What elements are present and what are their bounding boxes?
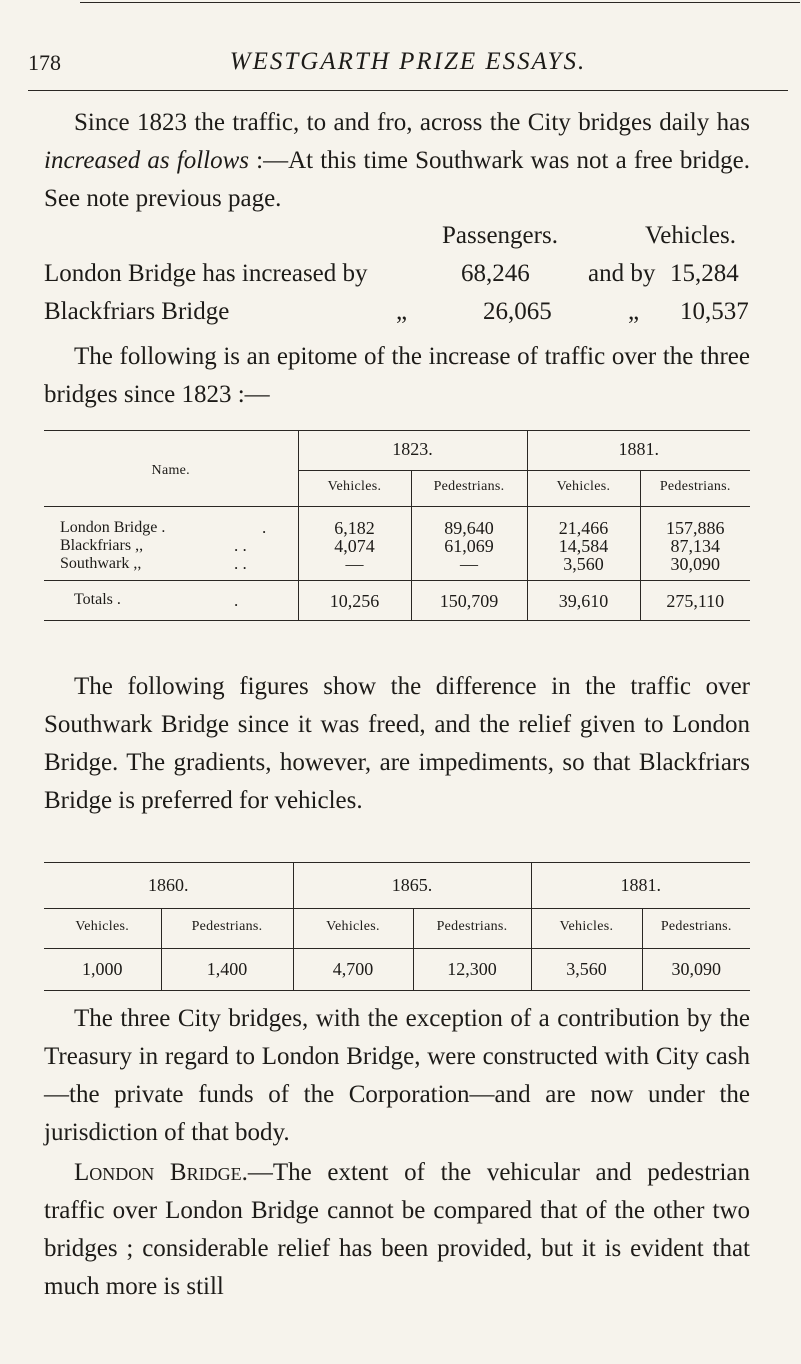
t2-vehicles-1865-header: Vehicles. [293, 909, 413, 949]
t2-pedestrians-1860: 1,400 [161, 949, 293, 991]
paragraph-city-bridges [44, 1000, 750, 1152]
london-bridge-heading: London Bridge. [74, 1159, 248, 1186]
t1-vehicles-1823-column: 6,182 4,074 — [298, 507, 411, 581]
table-southwark [44, 862, 750, 991]
para1-emphasis: increased as follows [44, 147, 250, 174]
para1-end: :—At this time Southwark was not a free bridge. See note previous page. [44, 147, 750, 212]
year-1881-header: 1881. [527, 431, 750, 471]
t2-vehicles-1860: 1,000 [82, 959, 123, 979]
table-epitome [44, 430, 750, 621]
t1-vehicles-1881-column: 21,466 14,584 3,560 [527, 507, 640, 581]
year-1823-header: 1823. [298, 431, 527, 471]
page-number: 178 [28, 50, 61, 75]
increase-row2-ditto1: „ [396, 298, 408, 325]
para4-text: The three City bridges, with the exception of a contribution by the Treasury in regard to London Bridge, were constructed with City cash—the private funds of the Corporation—and are now under the jurisdiction of that body. [44, 1005, 750, 1146]
table-row [44, 949, 750, 991]
t1-pedestrians-1881-column: 157,886 87,134 30,090 [640, 507, 750, 581]
increase-row1-vehicles: 15,284 [670, 260, 739, 287]
paragraph-london-bridge [44, 1154, 750, 1306]
total-pedestrians-1823: 150,709 [411, 581, 527, 621]
t2-vehicles-1865: 4,700 [293, 949, 413, 991]
table-row: London Bridge . . [60, 518, 267, 537]
t1-pedestrians-1881-header: Pedestrians. [640, 471, 750, 507]
t1-vehicles-1881-header: Vehicles. [527, 471, 640, 507]
increase-row2-vehicles: 10,537 [680, 298, 749, 325]
t1-vehicles-1823-header: Vehicles. [298, 471, 411, 507]
year-1860-header: 1860. [44, 863, 293, 909]
table-row: Southwark ,, . . [60, 554, 247, 573]
para5-text: —The extent of the vehicular and pedestrian traffic over London Bridge cannot be compared that of the other two bridges ; considerable relief has been provided, but it is evident that much more is still [44, 1159, 751, 1300]
t1-pedestrians-1823-header: Pedestrians. [411, 471, 527, 507]
increase-row1-passengers: 68,246 [461, 260, 530, 287]
t1-pedestrians-1823-column: 89,640 61,069 — [411, 507, 527, 581]
totals-label: Totals . . [74, 591, 239, 610]
para3-text: The following figures show the difference in the traffic over Southwark Bridge since it was freed, and the relief given to London Bridge. The gradients, however, are impediments, so that Blackfriars Bridge is preferred for vehicles. [44, 673, 750, 814]
page-header [28, 46, 788, 86]
increase-row2-name: Blackfriars Bridge [44, 298, 230, 325]
table-row: Blackfriars ,, . . [60, 536, 247, 555]
total-vehicles-1881: 39,610 [527, 581, 640, 621]
total-vehicles-1823: 10,256 [298, 581, 411, 621]
t2-pedestrians-1865-header: Pedestrians. [413, 909, 531, 949]
paragraph-southwark [44, 668, 750, 820]
total-pedestrians-1881: 275,110 [640, 581, 750, 621]
running-title: WESTGARTH PRIZE ESSAYS. [229, 48, 587, 75]
header-rule [28, 90, 788, 91]
paragraph-epitome [44, 338, 750, 414]
name-header: Name. [44, 431, 298, 507]
top-rule [80, 2, 800, 3]
increase-row2-ditto2: „ [628, 298, 640, 325]
increase-row1-name: London Bridge has increased by [44, 260, 368, 287]
t2-pedestrians-1881: 30,090 [642, 949, 750, 991]
t2-pedestrians-1881-header: Pedestrians. [642, 909, 750, 949]
t2-pedestrians-1865: 12,300 [413, 949, 531, 991]
paragraph-traffic-increase [44, 104, 750, 218]
para2-text: The following is an epitome of the increase of traffic over the three bridges since 1823 :— [44, 343, 750, 408]
t2-vehicles-1860-header: Vehicles. [44, 909, 161, 949]
year-1881-header-t2: 1881. [531, 863, 750, 909]
year-1865-header: 1865. [293, 863, 531, 909]
para1-start: Since 1823 the traffic, to and fro, across the City bridges daily has [74, 109, 750, 136]
increase-row2-passengers: 26,065 [483, 298, 552, 325]
t2-vehicles-1881: 3,560 [531, 949, 642, 991]
increase-row1-and-by: and by [588, 260, 656, 287]
totals-row [44, 581, 750, 621]
t2-pedestrians-1860-header: Pedestrians. [161, 909, 293, 949]
col-passengers-label: Passengers. [442, 222, 558, 249]
t1-name-column [44, 507, 298, 581]
t2-vehicles-1881-header: Vehicles. [531, 909, 642, 949]
col-vehicles-label: Vehicles. [645, 222, 736, 249]
